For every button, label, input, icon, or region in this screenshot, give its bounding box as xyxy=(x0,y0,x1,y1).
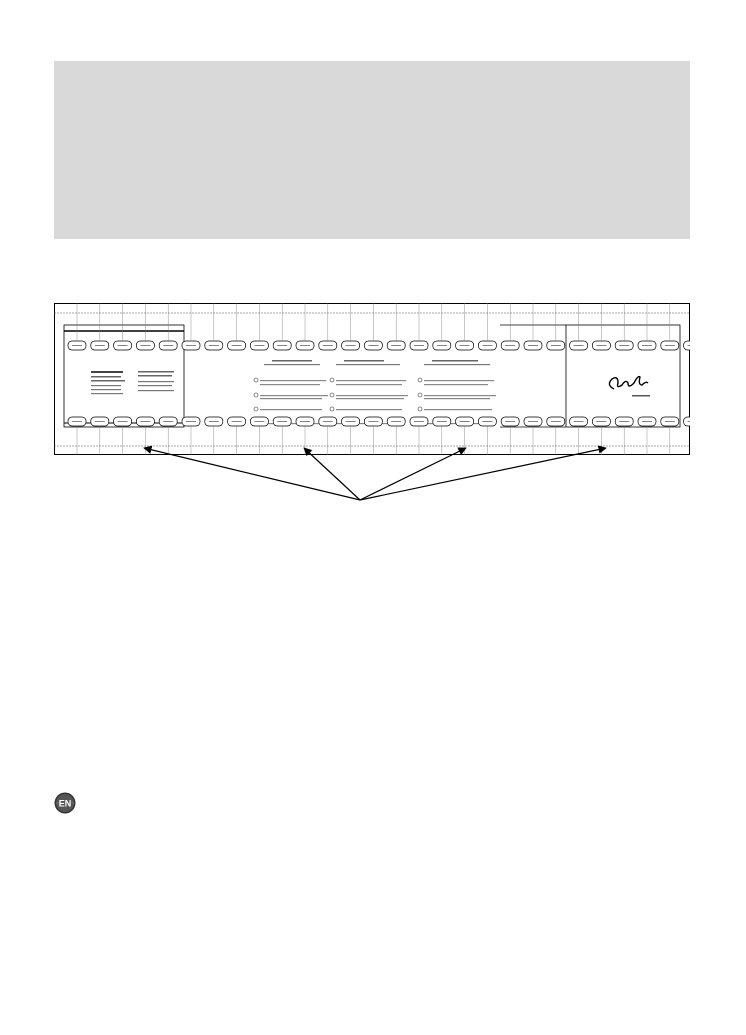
pointer-arrow-3 xyxy=(360,448,466,500)
key-label-strip-diagram xyxy=(54,303,690,455)
pointer-arrow-1 xyxy=(144,448,360,500)
language-badge-label: EN xyxy=(58,798,72,809)
pointer-arrow-2 xyxy=(304,448,360,500)
gray-banner xyxy=(54,61,690,239)
pointer-arrows xyxy=(54,440,690,510)
pointer-arrow-4 xyxy=(360,448,606,500)
language-badge-icon xyxy=(54,792,76,814)
strip-outer-frame xyxy=(55,304,690,455)
